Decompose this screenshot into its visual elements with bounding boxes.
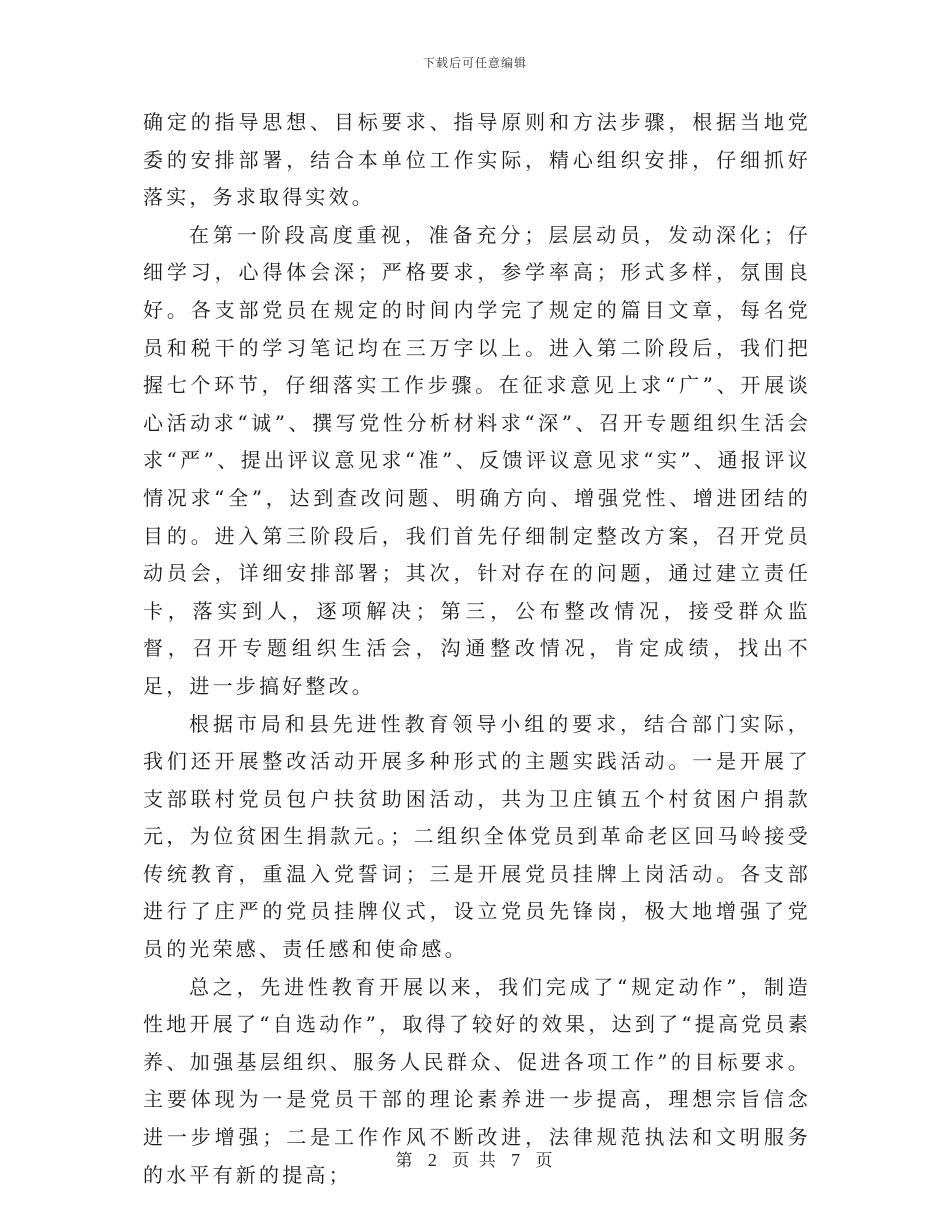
footer-prefix: 第	[395, 1151, 415, 1171]
paragraph-2: 在第一阶段高度重视，准备充分；层层动员，发动深化；仔细学习，心得体会深；严格要求，参学率高；形式多样，氛围良好。各支部党员在规定的时间内学完了规定的篇目文章，每名党员和税干的学习笔记均在三万字以上。进入第二阶段后，我们把握七个环节，仔细落实工作步骤。在征求意见上求“广”、开展谈心活动求“诚”、撰写党性分析材料求“深”、召开专题组织生活会求“严”、提出评议意见求“准”、反馈评议意见求“实”、通报评议情况求“全”，达到查改问题、明确方向、增强党性、增进团结的目的。进入第三阶段后，我们首先仔细制定整改方案，召开党员动员会，详细安排部署；其次，针对存在的问题，通过建立责任卡，落实到人，逐项解决；第三，公布整改情况，接受群众监督，召开专题组织生活会，沟通整改情况，肯定成绩，找出不足，进一步搞好整改。	[143, 222, 811, 698]
paragraph-4: 总之，先进性教育开展以来，我们完成了“规定动作”，制造性地开展了“自选动作”，取得了较好的效果，达到了“提高党员素养、加强基层组织、服务人民群众、促进各项工作”的目标要求。主要体现为一是党员干部的理论素养进一步提高，理想宗旨信念进一步增强；二是工作作风不断改进，法律规范执法和文明服务的水平有新的提高；	[143, 974, 811, 1187]
document-body	[143, 104, 811, 1194]
total-page-count: 7	[511, 1150, 523, 1170]
footer-middle: 页 共	[452, 1151, 498, 1171]
header-note: 下载后可任意编辑	[422, 56, 527, 70]
current-page-number: 2	[427, 1150, 439, 1170]
paragraph-1: 确定的指导思想、目标要求、指导原则和方法步骤，根据当地党委的安排部署，结合本单位工作实际，精心组织安排，仔细抓好落实，务求取得实效。	[143, 110, 811, 210]
page-number-footer	[0, 1146, 950, 1171]
footer-suffix: 页	[535, 1151, 555, 1171]
paragraph-3: 根据市局和县先进性教育领导小组的要求，结合部门实际，我们还开展整改活动开展多种形式的主题实践活动。一是开展了支部联村党员包户扶贫助困活动，共为卫庄镇五个村贫困户捐款元，为位贫困生捐款元。；二组织全体党员到革命老区回马岭接受传统教育，重温入党誓词；三是开展党员挂牌上岗活动。各支部进行了庄严的党员挂牌仪式，设立党员先锋岗，极大地增强了党员的光荣感、责任感和使命感。	[143, 711, 811, 962]
